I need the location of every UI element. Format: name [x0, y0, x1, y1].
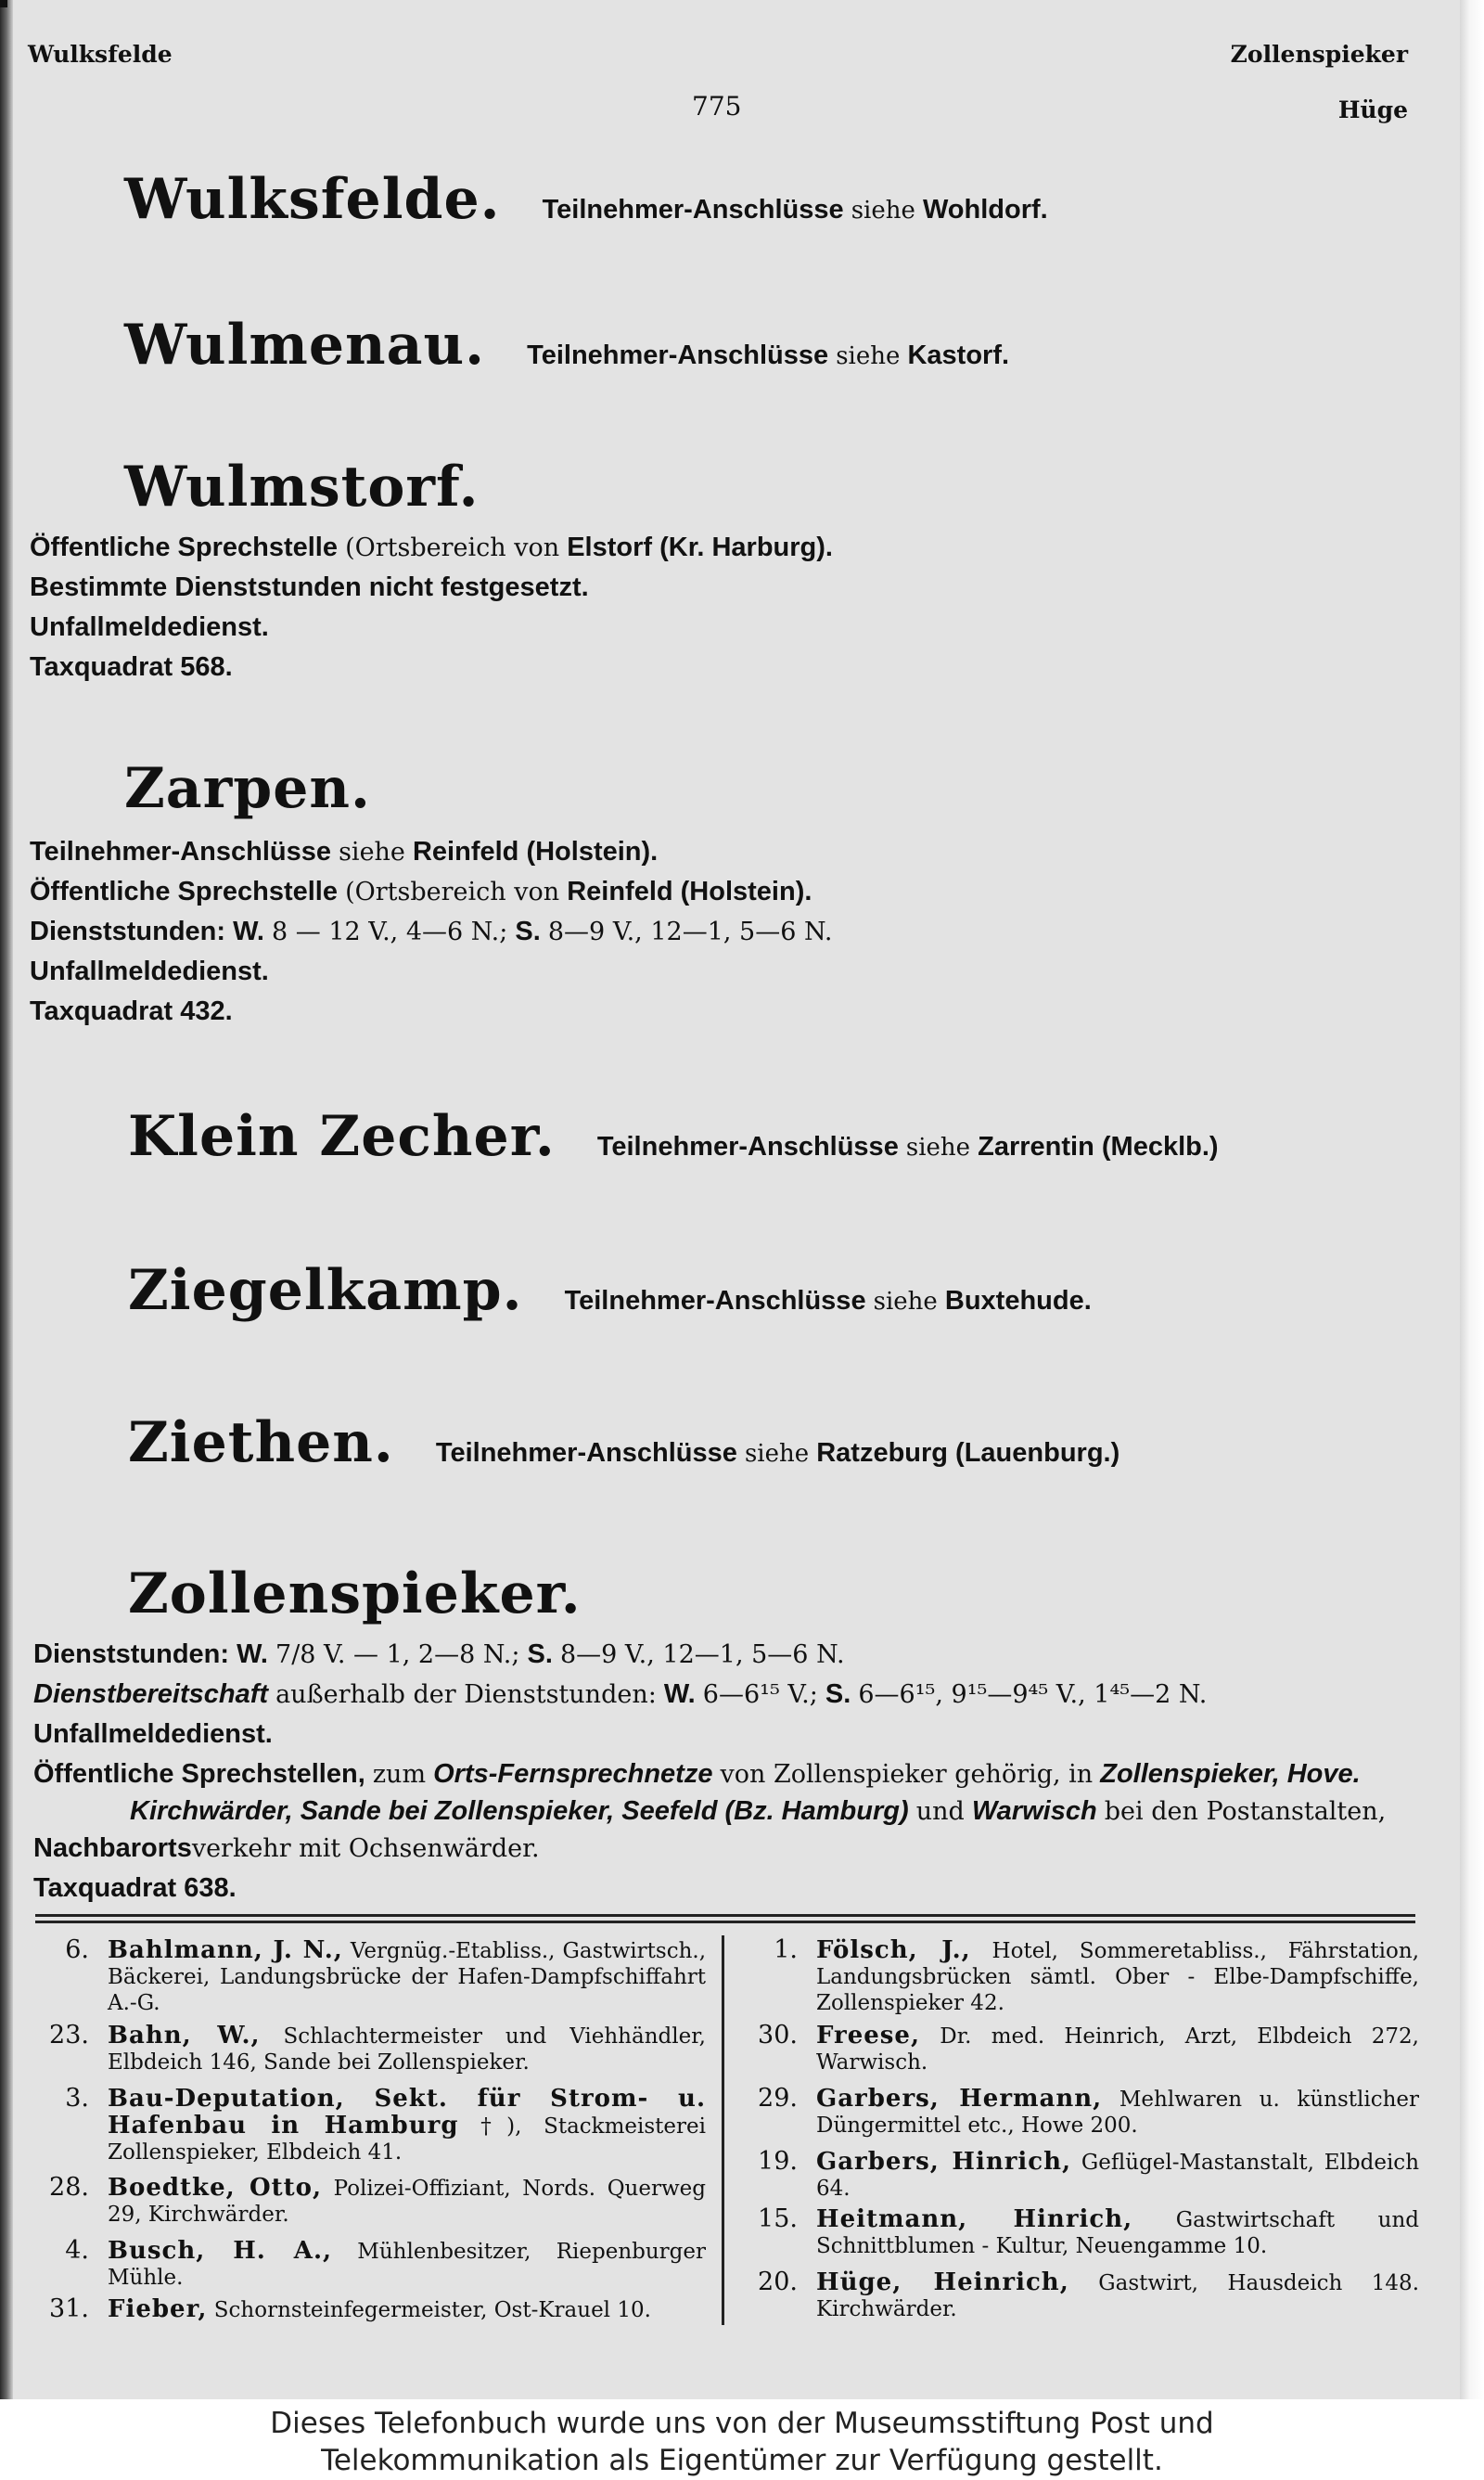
text-bold: Dienststunden: W. — [33, 1639, 268, 1669]
zarpen-line-3 — [30, 917, 832, 947]
text-bold: S. — [515, 917, 541, 946]
corner-mark — [0, 0, 7, 7]
text-bold: Elstorf (Kr. Harburg). — [567, 533, 833, 562]
ref-target: Zarrentin (Mecklb.) — [978, 1132, 1219, 1162]
text-bold: Öffentliche Sprechstellen, — [33, 1759, 365, 1789]
entry-description: Polizei-Offiziant, Nords. Querweg 29, Kirchwärder. — [108, 2177, 706, 2227]
entry-number: 15. — [758, 2204, 798, 2233]
entry-number: 1. — [774, 1935, 798, 1964]
wulmstorf-line-4: Taxquadrat 568. — [30, 652, 233, 682]
entry-name: Fieber, — [108, 2295, 208, 2323]
footer-line-1: Dieses Telefonbuch wurde uns von der Museumsstiftung Post und — [270, 2407, 1214, 2440]
ref-see: siehe — [744, 1440, 810, 1468]
list-item — [742, 1935, 1420, 2015]
footer-line-2: Telekommunikation als Eigentümer zur Verfügung gestellt. — [321, 2444, 1163, 2477]
entry-name: Garbers, Hermann, — [816, 2085, 1103, 2113]
text-italic: Orts-Fernsprechnetze — [433, 1759, 713, 1789]
zollenspieker-line-7: Taxquadrat 638. — [33, 1873, 237, 1903]
ref-see: siehe — [873, 1288, 938, 1316]
text-bold: Teilnehmer-Anschlüsse — [30, 837, 332, 867]
text-bold: Öffentliche Sprechstelle — [30, 877, 338, 906]
list-item — [33, 2175, 706, 2230]
wulmstorf-line-1 — [30, 533, 833, 563]
double-rule-top — [35, 1914, 1415, 1917]
list-item — [33, 2296, 706, 2328]
entry-description: Schornsteinfegermeister, Ost-Krauel 10. — [213, 2298, 651, 2322]
entry-description: Mehlwaren u. künstlicher Düngermittel etc., Howe 200. — [816, 2088, 1420, 2138]
attribution-footer — [0, 2399, 1484, 2480]
text-plain: und — [915, 1797, 965, 1826]
text-plain: (Ortsbereich von — [345, 878, 560, 906]
list-item — [33, 2023, 706, 2078]
entry-name: Hüge, Heinrich, — [816, 2268, 1069, 2296]
entry-name: Fölsch, J., — [816, 1936, 971, 1964]
entry-name: Freese, — [816, 2022, 921, 2050]
wulmstorf-line-3: Unfallmeldedienst. — [30, 612, 269, 642]
entry-number: 30. — [758, 2021, 798, 2050]
entry-description: Geflügel-Mastanstalt, Elbdeich 64. — [816, 2151, 1420, 2201]
entry-text — [108, 2023, 706, 2075]
entry-description: Vergnüg.-Etabliss., Gastwirtsch., Bäckerei, Landungsbrücke der Hafen-Dampfschiffahrt A.-G. — [108, 1939, 707, 2015]
entry-number: 31. — [49, 2294, 89, 2323]
entry-description: Hotel, Sommeretabliss., Fährstation, Landungsbrücken sämtl. Ober - Elbe-Dampfschiffe, Zollenspieker 42. — [816, 1939, 1420, 2015]
entry-number: 6. — [65, 1935, 89, 1964]
ref-see: siehe — [851, 197, 915, 225]
entry-description: †), Stackmeisterei Zollenspieker, Elbdeich 41. — [108, 2114, 707, 2165]
entry-text — [108, 2086, 706, 2165]
entry-name: Bau-Deputation, Sekt. für Strom- u. Hafenbau in Hamburg — [108, 2085, 706, 2139]
ref-see: siehe — [905, 1134, 971, 1162]
section-reference — [543, 195, 1048, 225]
ref-label: Teilnehmer-Anschlüsse — [527, 341, 829, 370]
list-item — [33, 2238, 706, 2294]
text-italic: Zollenspieker, Hove. — [1100, 1759, 1361, 1789]
entry-text — [816, 2269, 1419, 2322]
entry-description: Mühlenbesitzer, Riepenburger Mühle. — [108, 2240, 706, 2290]
text-italic: Warwisch — [971, 1796, 1097, 1826]
section-ziegelkamp — [128, 1258, 1092, 1323]
section-title: Ziethen. — [128, 1410, 394, 1475]
entry-text — [816, 2206, 1419, 2259]
list-item — [33, 1935, 707, 2015]
column-divider — [722, 1935, 724, 2325]
section-reference — [527, 341, 1009, 370]
text-plain: 7/8 V. — 1, 2—8 N.; — [275, 1640, 520, 1669]
text-plain: 8—9 V., 12—1, 5—6 N. — [559, 1640, 845, 1669]
list-item — [742, 2269, 1419, 2325]
list-item — [742, 2023, 1419, 2078]
entry-name: Heitmann, Hinrich, — [816, 2205, 1133, 2233]
zarpen-line-5: Taxquadrat 432. — [30, 996, 233, 1026]
running-head-left: Wulksfelde — [28, 41, 173, 68]
text-plain: siehe — [339, 838, 405, 867]
entry-name: Boedtke, Otto, — [108, 2174, 323, 2202]
text-bold: Öffentliche Sprechstelle — [30, 533, 338, 562]
section-title-zarpen: Zarpen. — [124, 756, 371, 821]
text-bold: Nachbarorts — [33, 1833, 192, 1863]
text-bold: Dienststunden: W. — [30, 917, 264, 946]
wulmstorf-line-2: Bestimmte Dienststunden nicht festgesetzt. — [30, 572, 589, 602]
page-right-edge — [1460, 0, 1484, 2399]
entry-name: Garbers, Hinrich, — [816, 2148, 1072, 2176]
list-item — [742, 2149, 1419, 2204]
double-rule-bottom — [35, 1921, 1415, 1923]
page-number: 775 — [692, 91, 742, 122]
entry-description: Gastwirt, Hausdeich 148. Kirchwärder. — [816, 2271, 1419, 2321]
text-plain: von Zollenspieker gehörig, in — [720, 1760, 1094, 1789]
entry-name: Busch, H. A., — [108, 2237, 333, 2265]
entry-number: 20. — [758, 2268, 798, 2296]
entry-text — [108, 2238, 706, 2291]
entry-text — [816, 2086, 1419, 2139]
section-wulksfelde — [124, 167, 1048, 232]
zarpen-line-1 — [30, 837, 658, 867]
entry-number: 29. — [758, 2084, 798, 2113]
text-bold: Reinfeld (Holstein). — [412, 837, 659, 867]
ref-label: Teilnehmer-Anschlüsse — [542, 195, 844, 225]
ref-target: Ratzeburg (Lauenburg.) — [816, 1438, 1120, 1468]
entry-description: Dr. med. Heinrich, Arzt, Elbdeich 272, Warwisch. — [816, 2024, 1419, 2075]
text-plain: zum — [372, 1760, 427, 1789]
entry-text — [816, 1937, 1419, 2016]
section-title: Ziegelkamp. — [128, 1258, 523, 1323]
entry-text — [816, 2023, 1419, 2075]
text-plain: 8—9 V., 12—1, 5—6 N. — [547, 918, 833, 946]
zollenspieker-line-6 — [33, 1833, 540, 1864]
ref-target: Wohldorf. — [922, 195, 1048, 225]
section-reference — [597, 1132, 1219, 1162]
section-klein-zecher — [128, 1104, 1219, 1169]
text-plain: 8 — 12 V., 4—6 N.; — [272, 918, 508, 946]
list-item — [742, 2086, 1419, 2141]
entry-text — [816, 2149, 1419, 2202]
text-bold: S. — [825, 1679, 851, 1709]
text-plain: (Ortsbereich von — [345, 533, 560, 562]
text-bold: Reinfeld (Holstein). — [567, 877, 812, 906]
running-head-right-bottom: Hüge — [1337, 96, 1408, 123]
ref-target: Buxtehude. — [944, 1286, 1092, 1316]
section-title: Wulksfelde. — [124, 167, 501, 232]
text-plain: bei den Postanstalten, — [1104, 1797, 1387, 1826]
entry-number: 4. — [65, 2236, 89, 2265]
zollenspieker-line-1 — [33, 1639, 845, 1670]
section-wulmenau — [124, 313, 1009, 378]
text-italic: Kirchwärder, Sande bei Zollenspieker, Seefeld (Bz. Hamburg) — [130, 1796, 909, 1826]
section-title-wulmstorf: Wulmstorf. — [124, 455, 480, 520]
text-plain: 6—6¹⁵, 9¹⁵—9⁴⁵ V., 1⁴⁵—2 N. — [858, 1680, 1208, 1709]
text-bold: W. — [663, 1679, 696, 1709]
page-binding-edge — [0, 0, 13, 2399]
zarpen-line-2 — [30, 877, 812, 907]
ref-see: siehe — [836, 342, 901, 370]
zollenspieker-line-2 — [33, 1679, 1207, 1710]
text-plain: verkehr mit Ochsenwärder. — [191, 1834, 540, 1863]
zarpen-line-4: Unfallmeldedienst. — [30, 957, 269, 986]
section-title-zollenspieker: Zollenspieker. — [128, 1561, 582, 1626]
zollenspieker-line-3: Unfallmeldedienst. — [33, 1719, 273, 1749]
zollenspieker-line-4 — [33, 1759, 1361, 1790]
entry-number: 23. — [49, 2021, 89, 2050]
list-item — [742, 2206, 1419, 2262]
entry-name: Bahn, W., — [108, 2022, 261, 2050]
entry-description: Schlachtermeister und Viehhändler, Elbdeich 146, Sande bei Zollenspieker. — [108, 2024, 706, 2075]
entry-number: 19. — [758, 2147, 798, 2176]
ref-label: Teilnehmer-Anschlüsse — [435, 1438, 737, 1468]
section-reference — [436, 1438, 1119, 1468]
section-ziethen — [128, 1410, 1119, 1475]
section-reference — [565, 1286, 1092, 1316]
list-item — [33, 2084, 707, 2165]
entry-text — [108, 2175, 706, 2228]
ref-label: Teilnehmer-Anschlüsse — [596, 1132, 899, 1162]
entry-number: 28. — [49, 2173, 89, 2202]
entry-text — [108, 1937, 706, 2016]
entry-name: Bahlmann, J. N., — [108, 1936, 343, 1964]
text-italic: Dienstbereitschaft — [33, 1679, 269, 1709]
text-bold: S. — [527, 1639, 553, 1669]
section-title: Klein Zecher. — [128, 1104, 556, 1169]
entry-description: Gastwirtschaft und Schnittblumen - Kultur, Neuengamme 10. — [816, 2208, 1420, 2258]
ref-label: Teilnehmer-Anschlüsse — [564, 1286, 866, 1316]
running-head-right-top: Zollenspieker — [1230, 41, 1408, 68]
text-plain: außerhalb der Dienststunden: — [275, 1680, 657, 1709]
entry-number: 3. — [65, 2084, 89, 2113]
zollenspieker-line-5 — [130, 1796, 1386, 1827]
ref-target: Kastorf. — [907, 341, 1010, 370]
section-title: Wulmenau. — [124, 313, 486, 378]
entry-text — [108, 2296, 706, 2323]
text-plain: 6—6¹⁵ V.; — [702, 1680, 818, 1709]
